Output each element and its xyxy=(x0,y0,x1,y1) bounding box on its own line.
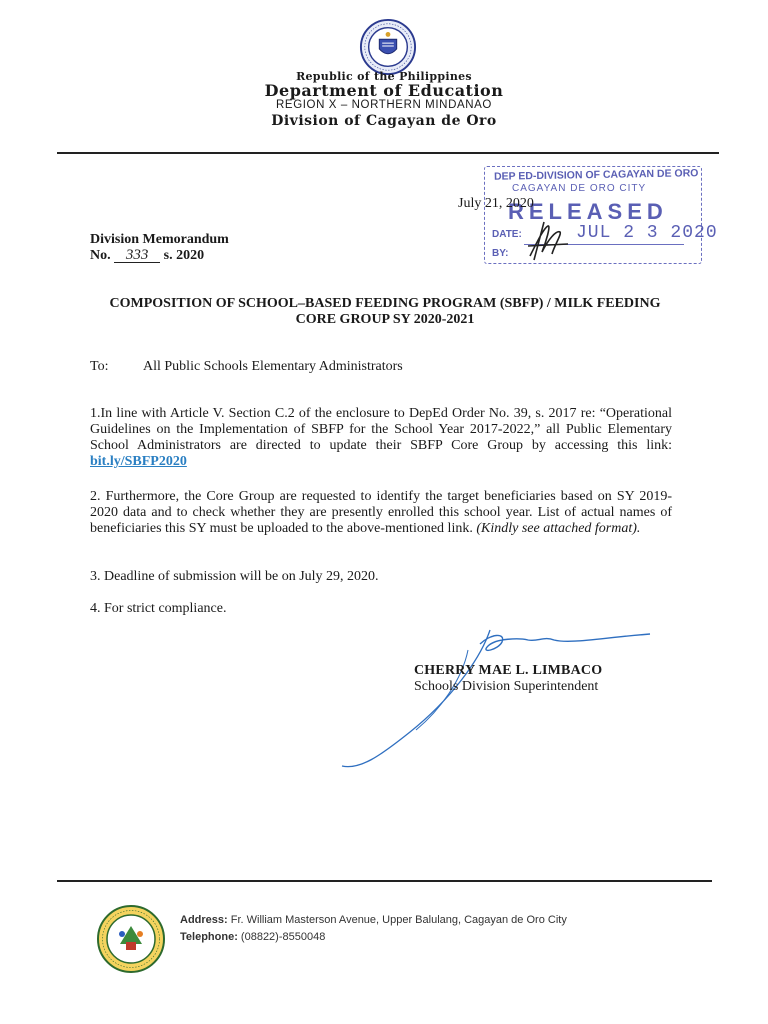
telephone-value: (08822)-8550048 xyxy=(240,931,326,943)
paragraph-2 xyxy=(90,489,672,537)
memo-label: Division Memorandum xyxy=(90,232,229,247)
paragraph-1 xyxy=(90,406,672,470)
to-recipients: All Public Schools Elementary Administrators xyxy=(143,359,403,374)
footer-divider xyxy=(57,880,712,882)
sbfp-link[interactable]: bit.ly/SBFP2020 xyxy=(90,454,187,469)
stamp-date-label: DATE: xyxy=(492,229,522,240)
signature-icon xyxy=(330,620,660,770)
memo-number-line xyxy=(90,248,204,264)
to-label: To: xyxy=(90,359,109,374)
stamp-city: CAGAYAN DE ORO CITY xyxy=(512,183,647,194)
header-divider xyxy=(57,152,719,154)
footer-telephone xyxy=(180,931,325,943)
memo-series: s. 2020 xyxy=(163,248,205,263)
deped-seal-icon xyxy=(359,18,417,76)
stamp-by-label: BY: xyxy=(492,248,509,259)
paragraph-4: 4. For strict compliance. xyxy=(90,601,227,616)
stamp-status: RELEASED xyxy=(508,199,668,224)
memo-title: COMPOSITION OF SCHOOL–BASED FEEDING PROGRAM (SBFP) / MILK FEEDING CORE GROUP SY 2020-2021 xyxy=(109,296,661,327)
division-seal-icon xyxy=(96,904,166,974)
telephone-label: Telephone: xyxy=(180,931,238,943)
header-department: Department of Education xyxy=(264,81,504,100)
signatory-title: Schools Division Superintendent xyxy=(414,679,599,694)
header-division: Division of Cagayan de Oro xyxy=(271,113,497,129)
paragraph-3: 3. Deadline of submission will be on July 29, 2020. xyxy=(90,569,379,584)
header-region: REGION X – NORTHERN MINDANAO xyxy=(276,99,492,111)
footer-address xyxy=(180,914,567,926)
memo-number: 333 xyxy=(114,248,160,263)
signatory-name: CHERRY MAE L. LIMBACO xyxy=(414,663,603,678)
paragraph-2-note: (Kindly see attached format). xyxy=(476,521,641,536)
header-republic: Republic of the Philippines xyxy=(296,70,472,83)
stamp-date-value: JUL 2 3 2020 xyxy=(576,223,718,243)
stamp-office: DEP ED-DIVISION OF CAGAYAN DE ORO xyxy=(493,167,699,183)
stamp-initials-icon xyxy=(524,220,572,262)
address-label: Address: xyxy=(180,914,228,926)
paragraph-1-text: 1.In line with Article V. Section C.2 of the enclosure to DepEd Order No. 39, s. 2017 re: “Operational Guidelines on the Implementation of SBFP for the School Year 2017-2022,” all Public Elementary School Administrators are directed to update their SBFP Core Group by accessing this link: xyxy=(90,406,672,453)
memo-date: July 21, 2020 xyxy=(458,196,534,211)
paragraph-2-text: 2. Furthermore, the Core Group are requested to identify the target beneficiaries based on SY 2019-2020 data and to check whether they are presently enrolled this school year. List of actual names of beneficiaries this SY must be uploaded to the above-mentioned link. xyxy=(90,489,672,536)
memo-no-prefix: No. xyxy=(90,248,111,263)
address-value: Fr. William Masterson Avenue, Upper Balulang, Cagayan de Oro City xyxy=(230,914,567,926)
released-stamp xyxy=(484,166,718,266)
